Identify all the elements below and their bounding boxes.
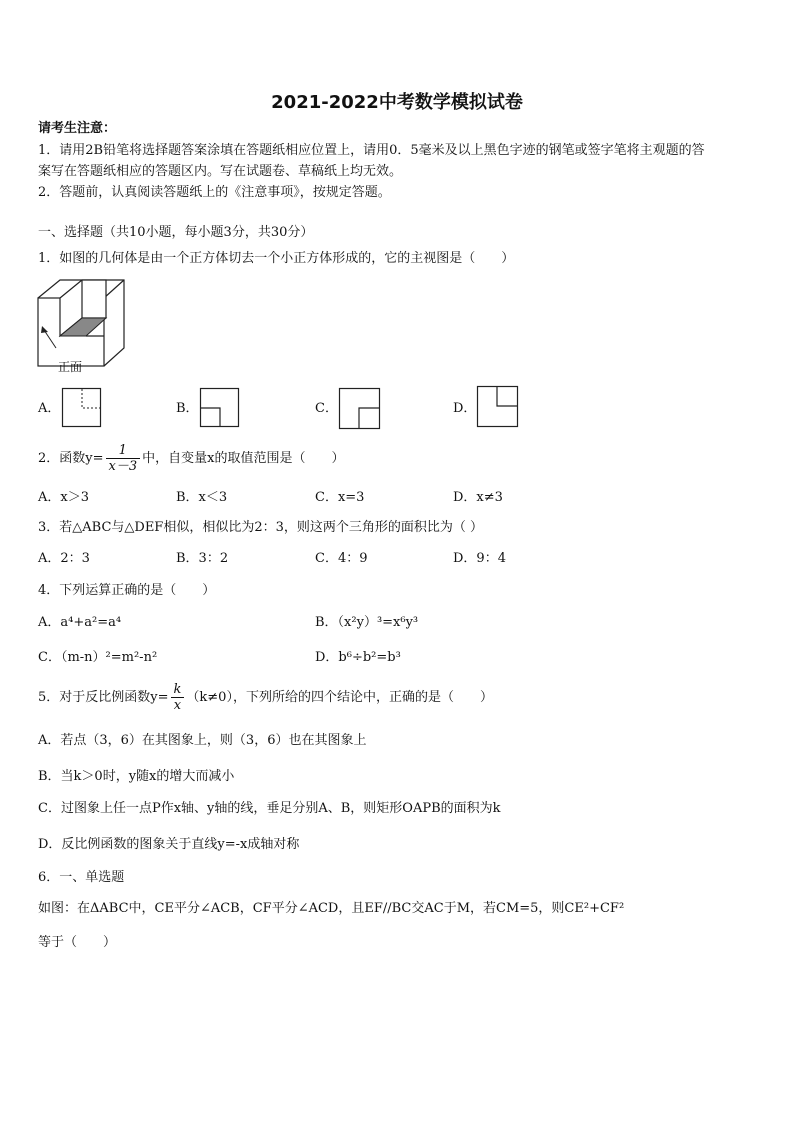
q5-fraction-num: k xyxy=(173,682,182,697)
q6-heading: 6．一、单选题 xyxy=(38,870,125,885)
q2-suffix: 中，自变量x的取值范围是（ ） xyxy=(142,451,345,466)
q2-option-b: B．x＜3 xyxy=(176,490,228,505)
q2-option-a: A．x＞3 xyxy=(38,490,89,505)
q4-option-a: A．a⁴+a²=a⁴ xyxy=(38,615,122,630)
q1-option-b-figure xyxy=(200,388,240,428)
q6-line-2: 等于（ ） xyxy=(38,935,117,950)
notice-line-2: 案写在答题纸相应的答题区内。写在试题卷、草稿纸上均无效。 xyxy=(38,164,403,179)
q3-stem: 3．若△ABC与△DEF相似，相似比为2：3，则这两个三角形的面积比为（ ） xyxy=(38,520,484,535)
q5-option-c: C．过图象上任一点P作x轴、y轴的线，垂足分别A、B，则矩形OAPB的面积为k xyxy=(38,801,501,816)
notice-line-1: 1．请用2B铅笔将选择题答案涂填在答题纸相应位置上，请用0．5毫米及以上黑色字迹的钢笔或签字笔将主观题的答 xyxy=(38,143,705,158)
notice-heading: 请考生注意： xyxy=(38,121,117,136)
q2-option-d: D．x≠3 xyxy=(453,490,503,505)
q1-figure-label: 正面 xyxy=(58,360,83,374)
q4-stem: 4．下列运算正确的是（ ） xyxy=(38,583,216,598)
q1-option-b-label: B． xyxy=(176,401,199,416)
q1-option-d-figure xyxy=(477,386,519,428)
notice-line-3: 2．答题前，认真阅读答题纸上的《注意事项》，按规定答题。 xyxy=(38,185,391,200)
q4-option-d: D．b⁶÷b²=b³ xyxy=(315,650,401,665)
q1-option-a-figure xyxy=(62,388,102,428)
q1-option-d-label: D． xyxy=(453,401,477,416)
q5-fraction xyxy=(171,682,185,713)
q3-option-a: A．2：3 xyxy=(38,551,90,566)
section-heading: 一、选择题（共10小题，每小题3分，共30分） xyxy=(38,225,314,240)
q5-fraction-den: x xyxy=(171,697,185,713)
q1-option-c-figure xyxy=(339,388,381,430)
q1-option-a-label: A． xyxy=(38,401,61,416)
q2-fraction-den: x－3 xyxy=(106,458,141,474)
q2-fraction xyxy=(106,443,141,474)
q4-option-b: B．（x²y）³=x⁶y³ xyxy=(315,615,419,630)
q6-line-1: 如图：在ΔABC中，CE平分∠ACB，CF平分∠ACD，且EF//BC交AC于M，若CM=5，则CE²+CF² xyxy=(38,901,625,916)
q3-option-c: C．4：9 xyxy=(315,551,368,566)
q2-stem xyxy=(38,441,344,477)
q5-option-a: A．若点（3，6）在其图象上，则（3，6）也在其图象上 xyxy=(38,733,367,748)
q5-option-b: B．当k＞0时，y随x的增大而减小 xyxy=(38,769,235,784)
q2-option-c: C．x=3 xyxy=(315,490,365,505)
q1-option-c-label: C． xyxy=(315,401,338,416)
q2-prefix: 2．函数y= xyxy=(38,451,104,466)
q3-option-d: D．9：4 xyxy=(453,551,506,566)
q3-option-b: B．3：2 xyxy=(176,551,229,566)
page-title: 2021-2022中考数学模拟试卷 xyxy=(271,92,523,113)
q1-stem: 1．如图的几何体是由一个正方体切去一个小正方体形成的，它的主视图是（ ） xyxy=(38,251,515,266)
q2-fraction-num: 1 xyxy=(118,443,127,458)
q5-option-d: D．反比例函数的图象关于直线y=-x成轴对称 xyxy=(38,837,300,852)
q4-option-c: C．（m-n）²=m²-n² xyxy=(38,650,158,665)
q5-stem xyxy=(38,680,493,716)
q5-prefix: 5．对于反比例函数y= xyxy=(38,690,169,705)
q5-suffix: （k≠0），下列所给的四个结论中，正确的是（ ） xyxy=(186,690,493,705)
